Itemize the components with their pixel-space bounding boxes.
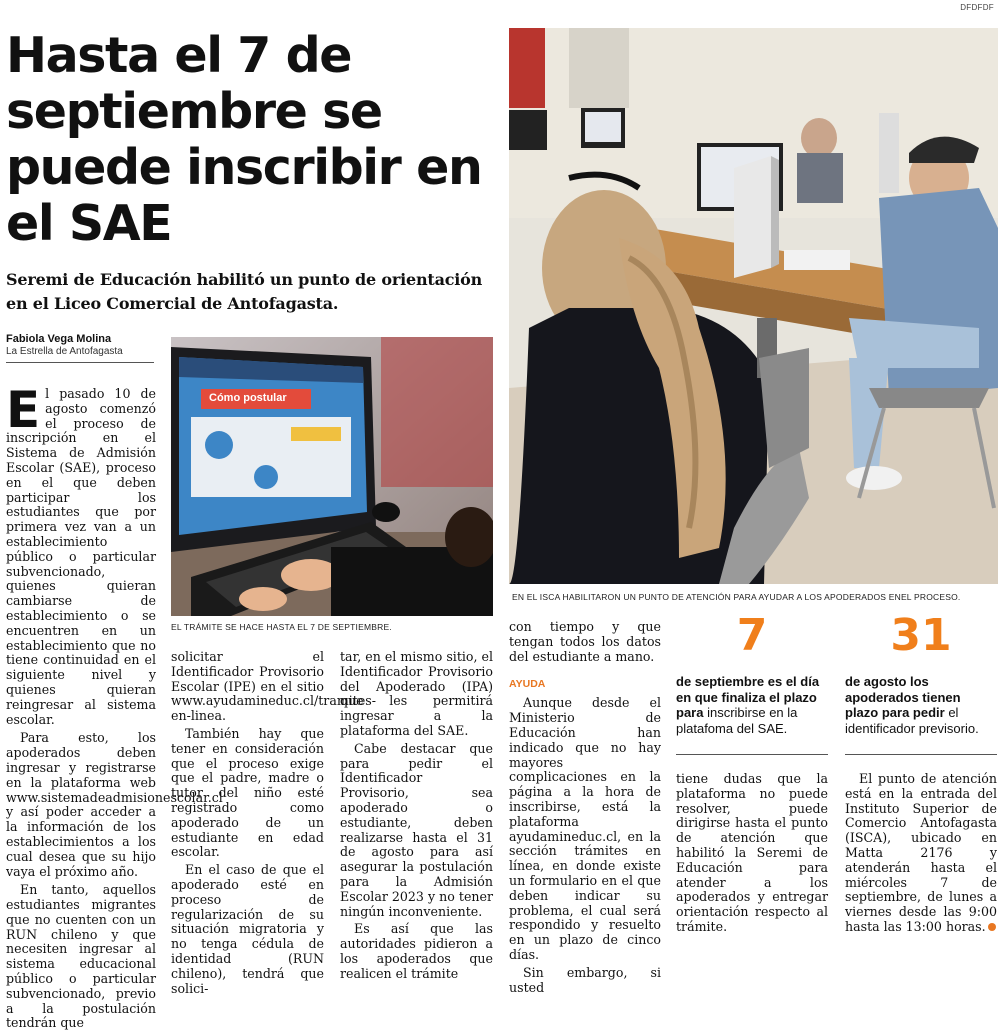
fact-box-1: [676, 610, 828, 736]
caption-small-photo: EL TRÁMITE SE HACE HASTA EL 7 DE SEPTIEMBRE.: [171, 622, 392, 632]
column-2-paragraph-3: En el caso de que el apoderado esté en proceso de regularización de su situación migratoria y no tenga cédula de identidad (RUN chileno), tendrá que solici-: [171, 862, 324, 996]
column-1-paragraph-1: El pasado 10 de agosto comenzó el proceso de inscripción en el Sistema de Admisión Escolar (SAE), proceso en el que deben participar los estudiantes que por primera vez van a un establecimiento público o particular subvencionado, quienes quieran cambiarse de establecimiento o se encuentren en un establecimiento que no tiene continuidad en el siguiente nivel y quienes quieran reingresar al sistema escolar.: [6, 381, 156, 727]
column-4: [509, 620, 661, 995]
fact-box-2: [845, 610, 997, 736]
fact-2-number: 31: [890, 610, 952, 661]
fact-1-rule: [676, 754, 828, 755]
fact-1-text: de septiembre es el día en que finaliza el plazo para inscribirse en la platafoma del SAE.: [676, 674, 820, 736]
column-1: [6, 381, 223, 1031]
column-2-paragraph-2: También hay que tener en consideración que el proceso exige que el padre, madre o tutor del niño esté registrado como apoderado de un estudiante en edad escolar.: [171, 725, 324, 860]
column-5-paragraph-1: tiene dudas que la plataforma no puede resolver, puede dirigirse hasta el punto de atención que habilitó la Seremi de Educación para atender a los apoderados y entregar orientación respecto al trámite.: [676, 771, 828, 934]
computer-photo-illustration: [171, 337, 493, 616]
subheadline: Seremi de Educación habilitó un punto de orientación en el Liceo Comercial de Antofagasta.: [6, 270, 483, 313]
column-3-paragraph-1: tar, en el mismo sitio, el Identificador Provisorio del Apoderado (IPA) que les permitirá ingresar a la plataforma del SAE.: [340, 649, 493, 738]
column-3-paragraph-2: Cabe destacar que para pedir el Identificador Provisorio, sea apoderado o estudiante, deben realizarse hasta el 31 de agosto para así asegurar la postulación para la Admisión Escolar 2023 y no tener ningún inconveniente.: [340, 740, 493, 919]
photo-attention-point: [509, 28, 998, 584]
column-3-paragraph-3: Es así que las autoridades pidieron a los apoderados que realicen el trámite: [340, 921, 493, 981]
byline-publication: La Estrella de Antofagasta: [6, 346, 123, 357]
column-2-paragraph-1: solicitar el Identificador Provisorio Escolar (IPE) en el sitio www.ayudamineduc.cl/tramites-en-linea.: [171, 649, 377, 724]
column-2: [171, 649, 377, 996]
photo-computer-screen: [171, 337, 493, 616]
column-5: [676, 772, 828, 935]
attention-point-photo-illustration: [509, 28, 998, 584]
fact-2-text: de agosto los apoderados tienen plazo para pedir el identificador previsorio.: [845, 674, 979, 736]
byline-author: Fabiola Vega Molina: [6, 333, 112, 345]
column-6-paragraph-1: El punto de atención está en la entrada del Instituto Superior de Comercio Antofagasta (ISCA), ubicado en Matta 2176 y atenderán hasta el miércoles 7 de septiembre, de lunes a viernes desde las 9:00 hasta las 13:00 horas.: [845, 771, 997, 934]
column-1-paragraph-2: Para esto, los apoderados deben ingresar y registrarse en la plataforma web www.sistemadeadmisionescolar.cl y así poder acceder a la información de los establecimientos a los cual desea que su hijo vaya el próximo año.: [6, 730, 223, 879]
column-6: [845, 772, 997, 935]
dropcap: E: [6, 381, 41, 439]
caption-large-photo: EN EL ISCA HABILITARON UN PUNTO DE ATENCIÓN PARA AYUDAR A LOS APODERADOS ENEL PROCESO.: [512, 592, 961, 602]
section-label-ayuda: AYUDA: [509, 678, 546, 691]
column-4-paragraph-2: Aunque desde el Ministerio de Educación han indicado que no hay mayores complicaciones en la página a la hora de inscribirse, está la plataforma ayudamineduc.cl, en la sección trámites en línea, en donde existe un formulario en el que deben indicar su problema, el cual será respondido y resuelto en un plazo de cinco días.: [509, 695, 661, 962]
column-1-paragraph-3: En tanto, aquellos estudiantes migrantes que no cuenten con un RUN chileno y que necesiten ingresar al sistema educacional público o particular subvencionado, previo a la postulación tendrán que: [6, 882, 156, 1031]
headline: Hasta el 7 de septiembre se puede inscribir en el SAE: [6, 27, 482, 252]
page-code: DFDFDF: [960, 3, 994, 12]
fact-1-number: 7: [736, 610, 768, 661]
column-4-paragraph-1: con tiempo y que tengan todos los datos del estudiante a mano.: [509, 619, 661, 664]
screen-title: Cómo postular: [209, 392, 287, 404]
column-3: [340, 650, 493, 982]
byline-rule: [6, 362, 154, 363]
end-mark-icon: [988, 923, 996, 931]
fact-2-rule: [845, 754, 997, 755]
column-4-paragraph-3: Sin embargo, si usted: [509, 964, 661, 995]
